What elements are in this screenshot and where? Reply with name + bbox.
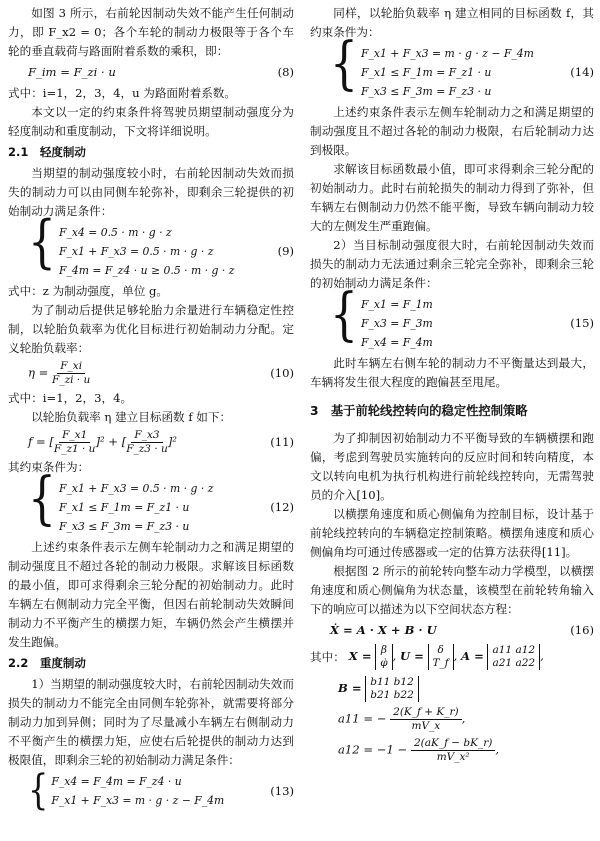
equation-14: { F_x1 + F_x3 = m · g · z − F_4m F_x1 ≤ F_1m = F_z1 · u F_x3 ≤ F_3m = F_z3 · u (14) [330,30,594,98]
equation-15: { F_x1 = F_1m F_x3 = F_3m F_x4 = F_4m (15) [330,281,594,349]
equation-9: { F_x4 = 0.5 · m · g · z F_x1 + F_x3 = 0.5 · m · g · z F_4m = F_z4 · u ≥ 0.5 · m · g · z (9) [28,209,294,277]
paragraph: 式中：z 为制动强度，单位 g。 [8,284,169,298]
paragraph: 式中：i=1，2，3，4。 [8,391,133,405]
paragraph: 上述约束条件表示左侧车轮制动力之和满足期望的制动强度且不超过各轮的制动力极限，右后轮制动力达到极限。 [310,105,594,157]
coefficient-a11: a11 = − $\frac{2(K\_f + K\_r)}{mV\_x}$ , [338,706,466,732]
paragraph: 此时车辆左右侧车轮的制动力不平衡量达到最大，车辆将发生很大程度的跑偏甚至甩尾。 [310,356,594,389]
paragraph: 如图 3 所示，右前轮因制动失效不能产生任何制动力，即 F_x2 = 0；各个车轮的制动力极限等于各个车轮的垂直载荷与路面附着系数的乘积，即： [8,6,294,58]
paragraph: 2）当目标制动强度很大时，右前轮因制动失效而损失的制动力无法通过剩余三轮完全弥补，即剩余三轮的初始制动力满足条件： [310,238,594,290]
paragraph: 根据图 2 所示的前轮转向整车动力学模型，以横摆角速度和质心侧偏角为状态量，该模型在前轮转角输入下的响应可以描述为以下空间状态方程： [310,564,594,616]
paragraph: 其约束条件为： [8,460,90,474]
section-heading-3: 3 基于前轮线控转向的稳定性控制策略 [310,404,528,418]
paragraph: 同样，以轮胎负载率 η 建立相同的目标函数 f，其约束条件为： [310,6,594,39]
paragraph: 以轮胎负载率 η 建立目标函数 f 如下： [31,410,232,424]
coefficient-a12: a12 = −1 − $\frac{2(aK\_f - bK\_r)}{\text{mV\_x²}}$ , [338,737,500,763]
equation-11: f = [ $\frac{F\_x1}{F\_z1 \cdot u}$ ]² + [ $\frac{F\_x3}{F\_z3 \cdot u}$ ]² (11) [28,429,294,455]
paragraph: 当期望的制动强度较小时，右前轮因制动失效而损失的制动力可以由同侧车轮弥补，即剩余三轮提供的初始制动力满足条件： [8,166,294,218]
section-heading-2-2: 2.2 重度制动 [8,656,86,670]
paragraph: 以横摆角速度和质心侧偏角为控制目标，设计基于前轮线控转向的车辆稳定控制策略。横摆角速度和质心侧偏角均可通过传感器或一定的估算方法获得[11]。 [310,507,594,559]
right-column [310,4,594,766]
matrix-definitions-xua: 其中： X = β φ̇ , U = δ T_f , A = a11 a12 a21 a22 , [310,644,544,669]
paragraph: 为了抑制因初始制动力不平衡导致的车辆横摆和跑偏，考虑到驾驶员实施转向的反应时间和转向精度，本文以转向电机为执行机构进行前轮线控转向，无需驾驶员的介入[10]。 [310,431,594,502]
paragraph: 求解该目标函数最小值，即可求得剩余三轮分配的初始制动力。此时右前轮损失的制动力得到了弥补，但车辆左右侧制动力仍然不能平衡，导致车辆向制动力较大的左侧发生严重跑偏。 [310,162,594,233]
paragraph: 1）当期望的制动强度较大时，右前轮因制动失效而损失的制动力不能完全由同侧车轮弥补，就需要将部分制动力加到异侧；同时为了尽量减小车辆左右侧制动力不平衡产生的横摆力矩，应使右后轮提供的制动力达到极限值，即剩余三轮的初始制动力满足条件： [8,677,294,767]
equation-10: η = $\frac{F\_xi}{F\_zi \cdot u}$ (10) [28,360,294,386]
equation-13: { F_x4 = F_4m = F_z4 · u F_x1 + F_x3 = m · g · z − F_4m (13) [28,765,294,815]
paragraph: 本文以一定的约束条件将驾驶员期望制动强度分为轻度制动和重度制动，下文将详细说明。 [8,105,294,138]
paragraph: 上述约束条件表示左侧车轮制动力之和满足期望的制动强度且不超过各轮的制动力极限。求解该目标函数的最小值，即可求得剩余三轮分配的初始制动力。此时车辆左右侧制动力完全平衡，但因右前轮制动失效瞬间制动力不平衡产生的横摆力矩，车辆仍然会产生横摆并发生跑偏。 [8,540,294,649]
equation-8: F_im = F_zi · u (8) [28,65,294,79]
paragraph: 式中：i=1，2，3，4，u 为路面附着系数。 [8,86,236,100]
equation-16: Ẋ = A · X + B · U (16) [330,623,594,637]
paragraph: 为了制动后提供足够轮胎力余量进行车辆稳定性控制，以轮胎负载率为优化目标进行初始制动力分配。定义轮胎负载率： [8,303,294,355]
section-heading-2-1: 2.1 轻度制动 [8,145,86,159]
equation-12: { F_x1 + F_x3 = 0.5 · m · g · z F_x1 ≤ F_1m = F_z1 · u F_x3 ≤ F_3m = F_z3 · u (12) [28,465,294,533]
left-column [8,4,294,815]
matrix-definition-b: B = b11 b12 b21 b22 [310,676,594,702]
